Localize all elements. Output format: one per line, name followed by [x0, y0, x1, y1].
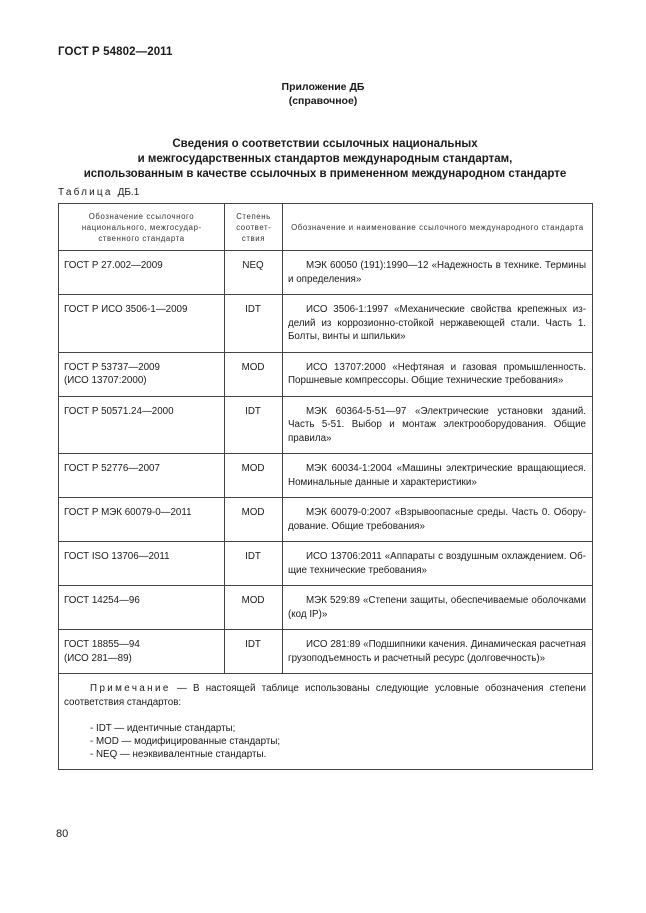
- international-standard-cell: [283, 396, 593, 454]
- national-standard-code: ГОСТ 18855—94: [64, 639, 140, 650]
- degree-cell: IDT: [225, 396, 283, 454]
- international-standard-cell: [283, 295, 593, 353]
- national-standard-cell: ГОСТ 14254—96: [59, 586, 225, 630]
- international-standard-cell: [283, 586, 593, 630]
- table-caption-word: Таблица: [58, 187, 113, 198]
- table-note: [59, 674, 593, 770]
- degree-cell: MOD: [225, 454, 283, 498]
- international-standard-text: ИСО 13706:2011 «Аппараты с воздушным охлаждением. Общие технические требования»: [288, 551, 586, 576]
- international-standard-text: МЭК 529:89 «Степени защиты, обеспечиваемые оболочками (код IP)»: [288, 595, 586, 620]
- document-header: ГОСТ Р 54802—2011: [58, 46, 173, 58]
- section-title: [60, 137, 590, 182]
- note-list: [64, 722, 586, 761]
- table-row: [59, 498, 593, 542]
- international-standard-cell: [283, 630, 593, 674]
- table-row: [59, 454, 593, 498]
- note-label: Примечание: [90, 683, 171, 694]
- title-line-2: и межгосударственных стандартов международным стандартам,: [137, 153, 513, 165]
- table-row: [59, 586, 593, 630]
- national-standard-equivalent: (ИСО 13707:2000): [64, 375, 147, 386]
- table-note-row: [59, 674, 593, 770]
- title-line-3: использованным в качестве ссылочных в примененном международном стандарте: [83, 168, 567, 180]
- national-standard-code: ГОСТ Р 53737—2009: [64, 361, 160, 373]
- table-row: [59, 542, 593, 586]
- degree-cell: IDT: [225, 295, 283, 353]
- international-standard-text: МЭК 60050 (191):1990—12 «Надежность в технике. Термины и определения»: [288, 260, 586, 285]
- international-standard-text: ИСО 281:89 «Подшипники качения. Динамическая расчетная грузоподъемность и расчетный ресурс (долговечность)»: [288, 639, 586, 664]
- national-standard-cell: [59, 352, 225, 396]
- international-standard-text: ИСО 3506-1:1997 «Механические свойства крепежных изделий из коррозионно-стойкой нержавеющей стали. Часть 1. Болты, винты и шпильки»: [288, 304, 586, 342]
- note-item-idt: - IDT — идентичные стандарты;: [90, 723, 236, 734]
- table-header-row: [59, 204, 593, 251]
- page-number: 80: [56, 828, 69, 840]
- header-international-standard: Обозначение и наименование ссылочного международного стандарта: [283, 204, 593, 251]
- appendix-heading: [0, 80, 646, 108]
- international-standard-cell: [283, 454, 593, 498]
- title-line-1: Сведения о соответствии ссылочных национальных: [172, 138, 478, 150]
- international-standard-text: ИСО 13707:2000 «Нефтяная и газовая промышленность. Поршневые компрессоры. Общие технические требования»: [288, 361, 586, 386]
- degree-cell: IDT: [225, 542, 283, 586]
- international-standard-text: МЭК 60364-5-51—97 «Электрические установки зданий. Часть 5-51. Выбор и монтаж электрооборудования. Общие правила»: [288, 405, 586, 444]
- table-row: [59, 251, 593, 295]
- table-caption-number: ДБ.1: [117, 187, 140, 198]
- header-national-standard: Обозначение ссылочного национального, межгосударственного стандарта: [59, 204, 225, 251]
- international-standard-cell: [283, 498, 593, 542]
- note-item-mod: - MOD — модифицированные стандарты;: [90, 736, 281, 747]
- note-body: — В настоящей таблице использованы следующие условные обозначения степени соответствия стандартов:: [64, 683, 586, 708]
- degree-cell: MOD: [225, 498, 283, 542]
- degree-cell: MOD: [225, 352, 283, 396]
- national-standard-cell: ГОСТ Р 50571.24—2000: [59, 396, 225, 454]
- degree-cell: NEQ: [225, 251, 283, 295]
- national-standard-cell: ГОСТ Р 27.002—2009: [59, 251, 225, 295]
- international-standard-cell: [283, 352, 593, 396]
- degree-cell: MOD: [225, 586, 283, 630]
- national-standard-cell: ГОСТ Р МЭК 60079-0—2011: [59, 498, 225, 542]
- national-standard-cell: ГОСТ ISO 13706—2011: [59, 542, 225, 586]
- table-row: [59, 630, 593, 674]
- degree-cell: IDT: [225, 630, 283, 674]
- international-standard-text: МЭК 60079-0:2007 «Взрывоопасные среды. Часть 0. Оборудование. Общие требования»: [288, 507, 586, 532]
- standards-table: [58, 203, 593, 770]
- national-standard-cell: [59, 630, 225, 674]
- international-standard-text: МЭК 60034-1:2004 «Машины электрические вращающиеся. Номинальные данные и характеристики»: [288, 463, 586, 488]
- appendix-title: Приложение ДБ: [281, 81, 365, 93]
- table-row: [59, 396, 593, 454]
- table-row: [59, 295, 593, 353]
- header-degree: Степень соответствия: [225, 204, 283, 251]
- national-standard-equivalent: (ИСО 281—89): [64, 652, 132, 664]
- national-standard-cell: ГОСТ Р 52776—2007: [59, 454, 225, 498]
- note-item-neq: - NEQ — неэквивалентные стандарты.: [90, 749, 267, 760]
- international-standard-cell: [283, 251, 593, 295]
- international-standard-cell: [283, 542, 593, 586]
- table-caption: [58, 187, 139, 198]
- note-text: [64, 682, 586, 709]
- national-standard-cell: ГОСТ Р ИСО 3506-1—2009: [59, 295, 225, 353]
- table-row: [59, 352, 593, 396]
- appendix-subtitle: (справочное): [288, 95, 358, 107]
